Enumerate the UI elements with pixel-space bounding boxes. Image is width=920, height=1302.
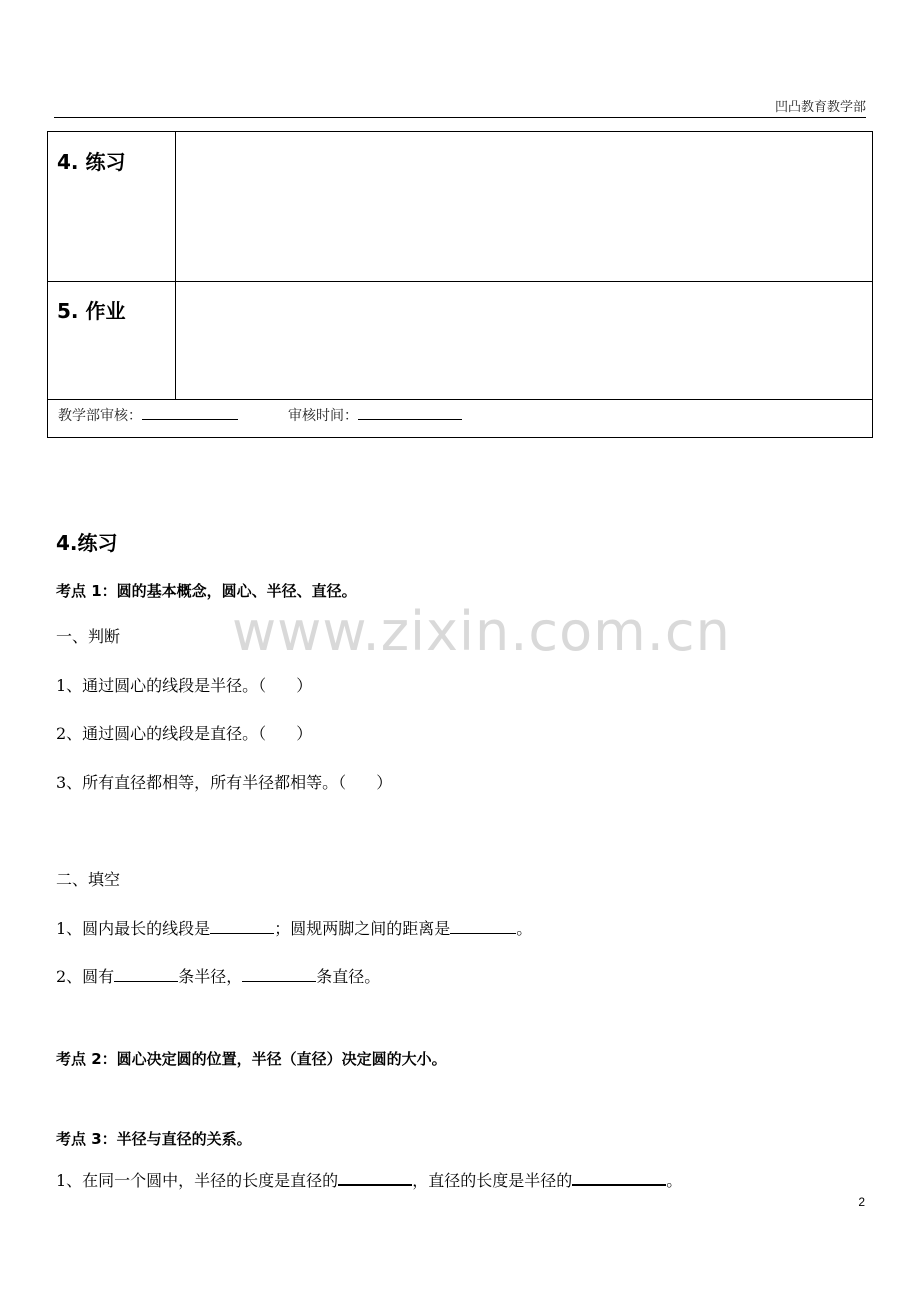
lesson-plan-table [47, 131, 873, 438]
fill-text: 。 [666, 1171, 683, 1190]
fill-text: 2、圆有 [56, 967, 115, 986]
review-signature-blank [142, 405, 238, 420]
exam-point-2: 考点 2：圆心决定圆的位置，半径（直径）决定圆的大小。 [56, 1050, 447, 1068]
fill-item-1 [56, 916, 532, 939]
header-org: 凹凸教育教学部 [774, 100, 866, 115]
row-content-homework [176, 281, 872, 399]
row-content-practice [176, 132, 872, 281]
review-line [58, 405, 462, 425]
fill-text: 条半径， [178, 967, 243, 986]
judge-item-text: 2、通过圆心的线段是直径。（ [56, 724, 267, 743]
row-label-homework: 5. 作业 [48, 281, 176, 399]
table-row-homework [48, 281, 872, 400]
fill-text: 1、圆内最长的线段是 [56, 919, 211, 938]
row-label-practice: 4. 练习 [48, 132, 176, 281]
exam-point-3: 考点 3：半径与直径的关系。 [56, 1130, 252, 1148]
fill-text: 。 [516, 919, 533, 938]
fill-heading: 二、填空 [56, 870, 121, 889]
relation-item-1 [56, 1168, 682, 1191]
judge-item [56, 721, 312, 744]
fill-text: 1、在同一个圆中，半径的长度是直径的 [56, 1171, 339, 1190]
answer-blank [242, 965, 316, 982]
judge-item-text: 1、通过圆心的线段是半径。（ [56, 676, 267, 695]
review-label: 教学部审核： [58, 408, 142, 424]
header-rule [54, 117, 866, 118]
fill-text: ；圆规两脚之间的距离是 [274, 919, 451, 938]
watermark: www.zixin.com.cn [232, 600, 731, 663]
judge-close-paren: ） [296, 676, 313, 695]
answer-blank [450, 917, 516, 934]
table-row-review [48, 399, 872, 437]
fill-item-2 [56, 964, 380, 987]
answer-blank [114, 965, 178, 982]
exam-point-1: 考点 1：圆的基本概念，圆心、半径、直径。 [56, 582, 357, 600]
table-row-practice [48, 132, 872, 282]
judge-item [56, 770, 392, 793]
judge-item [56, 673, 312, 696]
review-time-blank [358, 405, 462, 420]
page-number: 2 [858, 1195, 865, 1209]
answer-blank [338, 1168, 412, 1186]
answer-blank [210, 917, 274, 934]
judge-close-paren: ） [296, 724, 313, 743]
judge-close-paren: ） [376, 773, 393, 792]
review-time-label: 审核时间： [288, 408, 358, 424]
fill-text: ，直径的长度是半径的 [412, 1171, 573, 1190]
answer-blank [572, 1168, 666, 1186]
judge-item-text: 3、所有直径都相等，所有半径都相等。（ [56, 773, 347, 792]
section-title: 4.练习 [56, 531, 118, 555]
fill-text: 条直径。 [316, 967, 381, 986]
judge-heading: 一、判断 [56, 627, 121, 646]
